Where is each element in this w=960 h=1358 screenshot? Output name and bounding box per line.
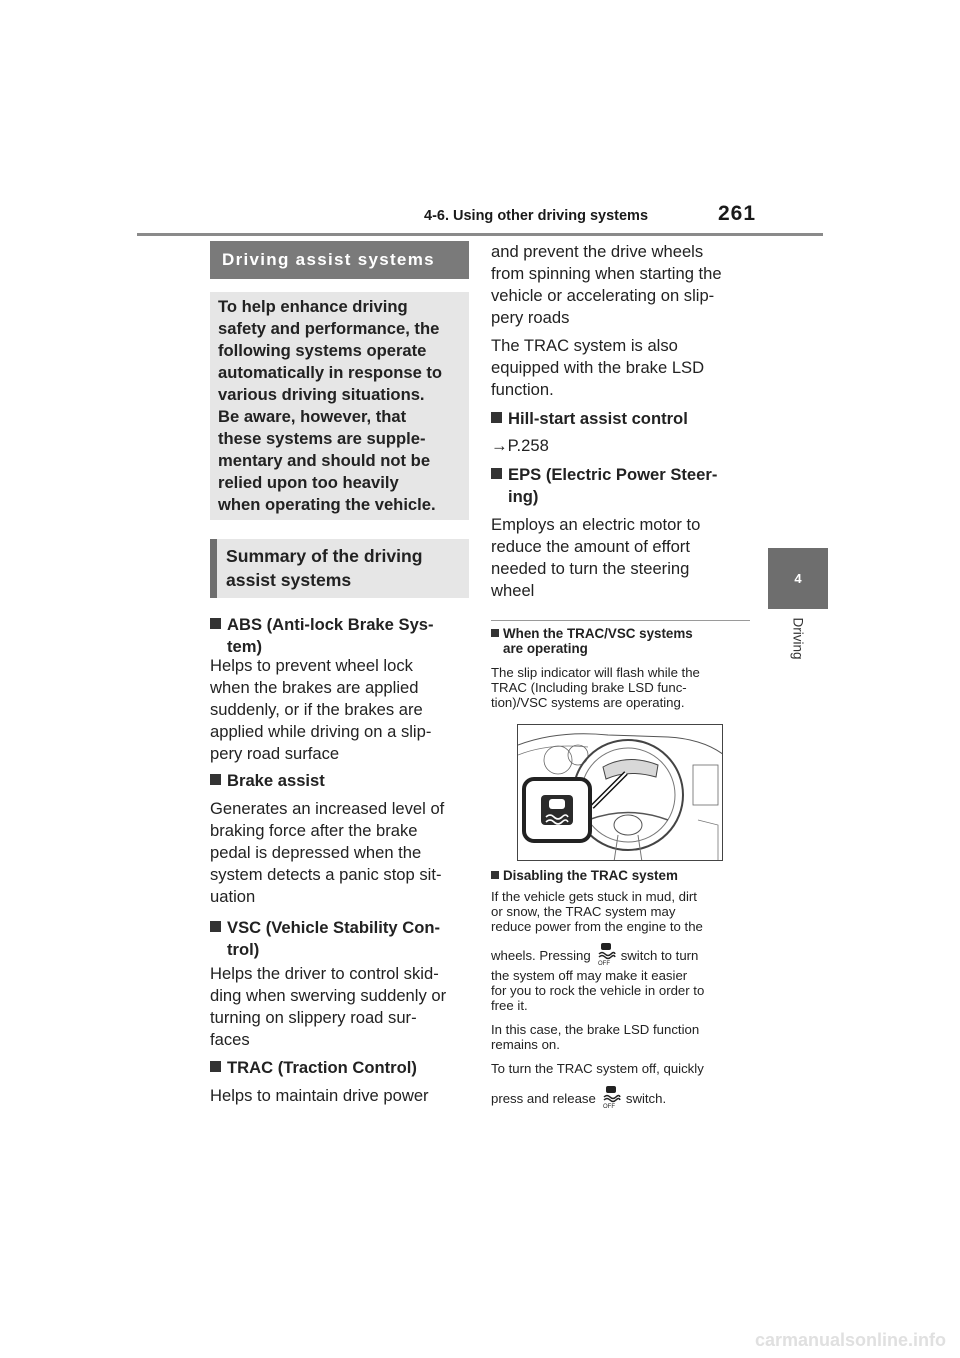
- driving-assist-heading: Driving assist systems: [210, 241, 469, 279]
- dashboard-illustration: [517, 724, 723, 861]
- note-disable-trac-title: Disabling the TRAC system: [491, 868, 678, 883]
- dashboard-drawing: [518, 725, 723, 861]
- eps-body: Employs an electric motor to reduce the amount of effort needed to turn the steering wheel: [491, 515, 701, 600]
- brake-assist-title: Brake assist: [210, 770, 325, 792]
- brake-assist-body: Generates an increased level of braking force after the brake pedal is depressed when the system detects a panic stop sit- uation: [210, 799, 445, 906]
- chapter-label: Driving: [790, 616, 806, 660]
- trac-body: Helps to maintain drive power: [210, 1086, 429, 1105]
- trac-off-switch-icon[interactable]: [595, 942, 617, 964]
- bullet-square-icon: [491, 871, 499, 879]
- vsc-title: VSC (Vehicle Stability Con- trol): [210, 917, 440, 961]
- note-disable-trac-body2: the system off may make it easier for you to rock the vehicle in order to free it.: [491, 968, 705, 1013]
- trac-lsd-text: The TRAC system is also equipped with the brake LSD function.: [491, 336, 705, 399]
- section-title: 4-6. Using other driving systems: [424, 208, 649, 224]
- trac-title: TRAC (Traction Control): [210, 1057, 417, 1079]
- intro-box: To help enhance driving safety and performance, the following systems operate automatically in response to various driving situations. Be aware, however, that these systems are supple- mentary and should not be relied upon too heavily when operating the vehicle.: [210, 292, 469, 520]
- chapter-tab[interactable]: 4: [768, 548, 828, 609]
- watermark: carmanualsonline.info: [754, 1330, 946, 1350]
- bullet-square-icon: [210, 774, 221, 785]
- svg-text:OFF: OFF: [597, 961, 610, 966]
- vsc-body: Helps the driver to control skid- ding when swerving suddenly or turning on slippery road sur- faces: [210, 964, 447, 1049]
- bullet-square-icon: [210, 618, 221, 629]
- note-quick-press: To turn the TRAC system off, quickly: [491, 1061, 704, 1076]
- page-number: 261: [718, 202, 757, 225]
- note-trac-vsc-title: When the TRAC/VSC systems are operating: [491, 626, 693, 656]
- bullet-square-icon: [491, 468, 502, 479]
- eps-title: EPS (Electric Power Steer- ing): [491, 464, 717, 508]
- hill-start-title: Hill-start assist control: [491, 408, 688, 430]
- bullet-square-icon: [210, 1061, 221, 1072]
- note-release-switch: press and release OFF switch.: [491, 1085, 666, 1107]
- note-divider: [491, 620, 750, 621]
- bullet-square-icon: [210, 921, 221, 932]
- note-press-switch: wheels. Pressing OFF switch to turn: [491, 942, 698, 964]
- bullet-square-icon: [491, 412, 502, 423]
- note-disable-trac-body: If the vehicle gets stuck in mud, dirt or snow, the TRAC system may reduce power from the engine to the: [491, 889, 703, 934]
- summary-heading: Summary of the driving assist systems: [210, 539, 469, 598]
- abs-title: ABS (Anti-lock Brake Sys- tem): [210, 614, 434, 658]
- note-trac-vsc-body: The slip indicator will flash while the TRAC (Including brake LSD func- tion)/VSC systems are operating.: [491, 665, 700, 710]
- svg-text:OFF: OFF: [602, 1104, 615, 1109]
- header-rule: [137, 233, 823, 236]
- abs-body: Helps to prevent wheel lock when the brakes are applied suddenly, or if the brakes are applied while driving on a slip- pery road surface: [210, 656, 432, 763]
- hill-start-ref[interactable]: →P.258: [491, 436, 549, 455]
- bullet-square-icon: [491, 629, 499, 637]
- note-lsd-remains: In this case, the brake LSD function remains on.: [491, 1022, 700, 1052]
- trac-off-switch-icon[interactable]: [600, 1085, 622, 1107]
- trac-body-cont: and prevent the drive wheels from spinning when starting the vehicle or accelerating on slip- pery roads: [491, 242, 722, 327]
